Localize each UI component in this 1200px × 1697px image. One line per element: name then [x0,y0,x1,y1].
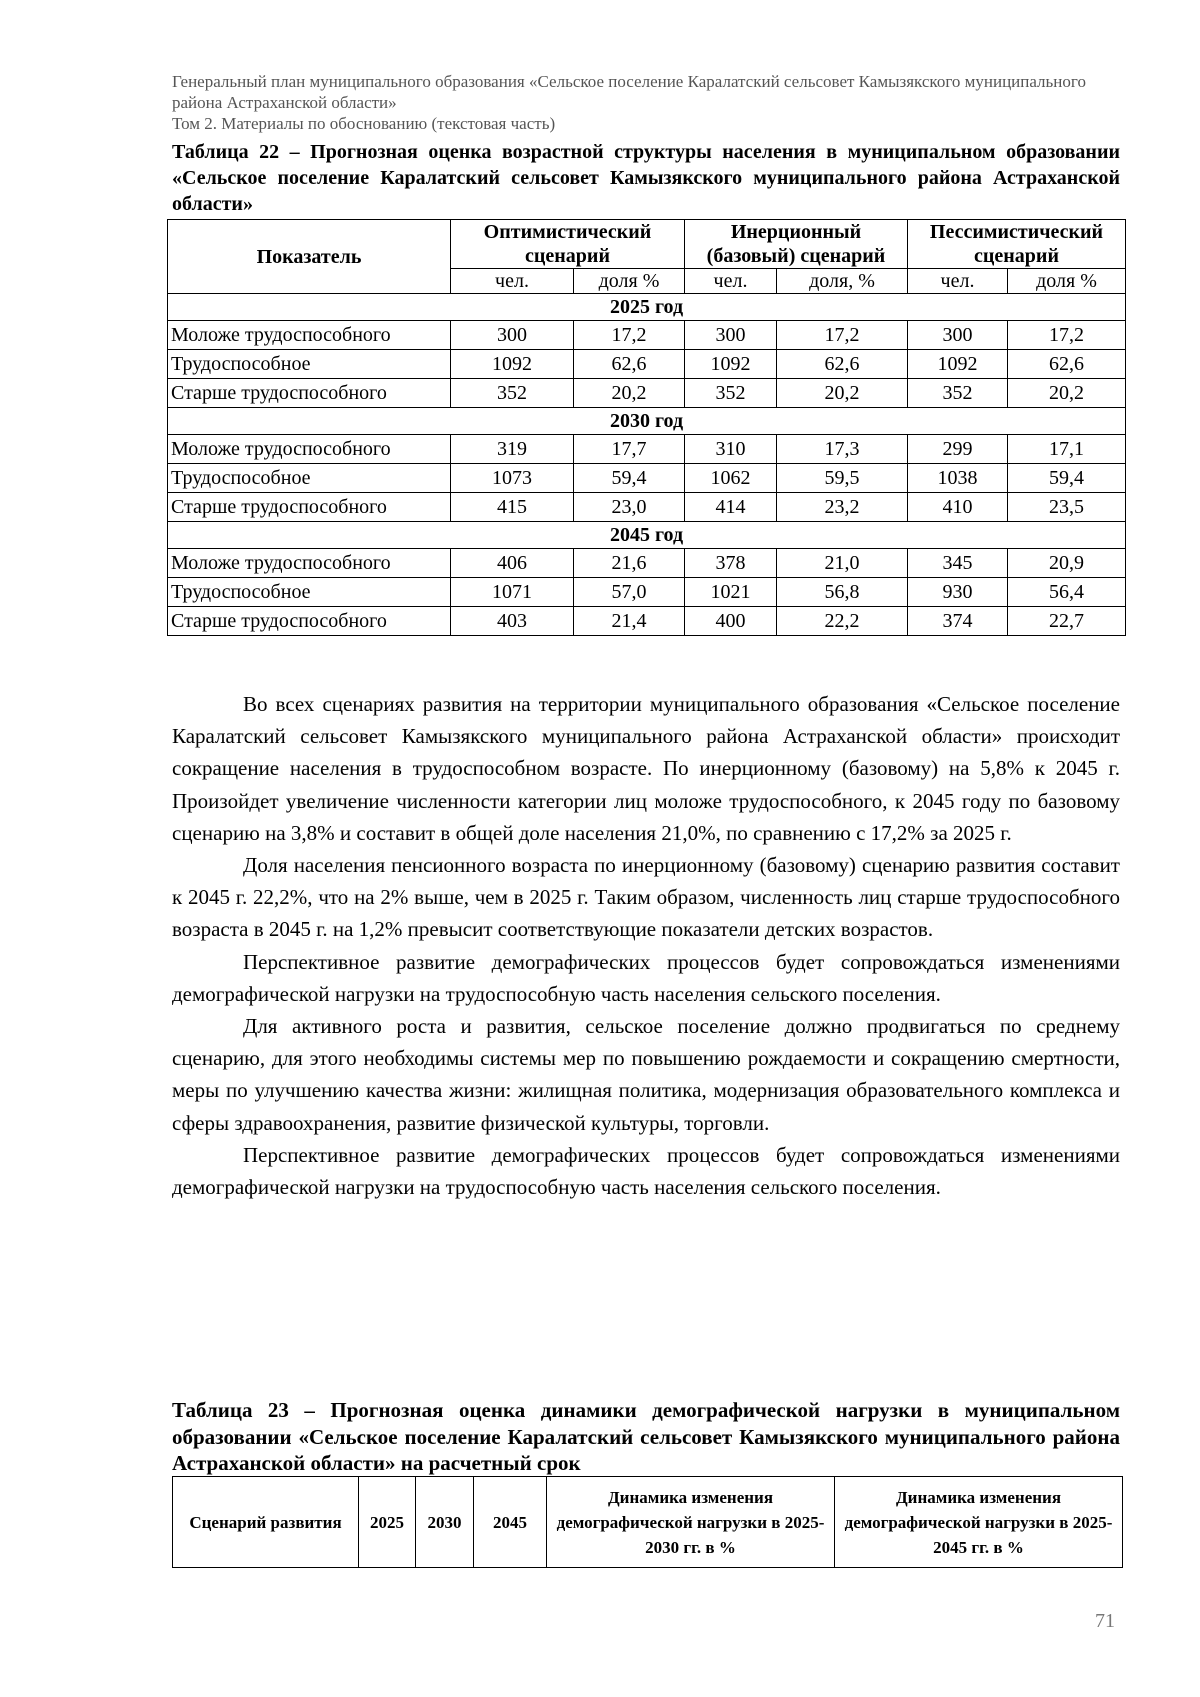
table-row [168,379,1126,408]
col-2025: 2025 [359,1477,416,1568]
body-text [172,688,1120,1203]
unit-cell: чел. [451,269,574,294]
table-cell: 59,4 [574,464,685,493]
table-row [168,493,1126,522]
unit-cell: чел. [908,269,1008,294]
table-cell: 410 [908,493,1008,522]
table-cell: 319 [451,435,574,464]
row-label: Моложе трудоспособного [168,549,451,578]
table-cell: 300 [451,321,574,350]
table-row [168,435,1126,464]
year-section-header: 2025 год [168,294,1126,321]
table-cell: 1073 [451,464,574,493]
table-cell: 17,1 [1008,435,1126,464]
table-cell: 378 [685,549,777,578]
table-row [168,321,1126,350]
row-label: Трудоспособное [168,464,451,493]
table-cell: 23,0 [574,493,685,522]
table-row [168,607,1126,636]
table-cell: 17,3 [777,435,908,464]
table-cell: 406 [451,549,574,578]
unit-cell: доля, % [777,269,908,294]
table-cell: 23,2 [777,493,908,522]
table-22-title: Таблица 22 – Прогнозная оценка возрастной структуры населения в муниципальном образовании «Сельское поселение Каралатский сельсовет Камызякского муниципального района Астраханской области» [172,141,1120,215]
table-cell: 299 [908,435,1008,464]
col-scenario-pessimistic: Пессимистический сценарий [908,220,1126,269]
table-cell: 20,2 [574,379,685,408]
row-label: Моложе трудоспособного [168,435,451,464]
table-cell: 300 [908,321,1008,350]
table-cell: 345 [908,549,1008,578]
table-cell: 23,5 [1008,493,1126,522]
table-cell: 17,2 [777,321,908,350]
row-label: Старше трудоспособного [168,607,451,636]
table-cell: 1071 [451,578,574,607]
row-label: Старше трудоспособного [168,379,451,408]
table-cell: 403 [451,607,574,636]
table-cell: 930 [908,578,1008,607]
table-cell: 21,6 [574,549,685,578]
table-22-body [168,294,1126,636]
table-cell: 415 [451,493,574,522]
table-cell: 20,2 [1008,379,1126,408]
table-cell: 1021 [685,578,777,607]
table-cell: 62,6 [777,350,908,379]
paragraph: Перспективное развитие демографических процессов будет сопровождаться изменениями демографической нагрузки на трудоспособную часть населения сельского поселения. [172,949,1120,1006]
unit-cell: доля % [574,269,685,294]
table-row [168,350,1126,379]
table-cell: 21,0 [777,549,908,578]
table-cell: 300 [685,321,777,350]
table-cell: 414 [685,493,777,522]
col-indicator: Показатель [168,220,451,294]
row-label: Трудоспособное [168,578,451,607]
paragraph: Перспективное развитие демографических процессов будет сопровождаться изменениями демографической нагрузки на трудоспособную часть населения сельского поселения. [172,1142,1120,1200]
table-cell: 1092 [451,350,574,379]
running-header [172,71,1132,134]
col-dynamics-2025-2030: Динамика изменения демографической нагрузки в 2025-2030 гг. в % [547,1477,835,1568]
table-cell: 17,2 [574,321,685,350]
col-scenario: Сценарий развития [173,1477,359,1568]
table-row [168,549,1126,578]
table-cell: 21,4 [574,607,685,636]
table-cell: 374 [908,607,1008,636]
table-cell: 20,9 [1008,549,1126,578]
page-number: 71 [1095,1610,1115,1632]
table-cell: 57,0 [574,578,685,607]
table-cell: 17,2 [1008,321,1126,350]
paragraph: Доля населения пенсионного возраста по инерционному (базовому) сценарию развития составит к 2045 г. 22,2%, что на 2% выше, чем в 2025 г. Таким образом, численность лиц старше трудоспособного возраста в 2045 г. на 1,2% превысит соответствующие показатели детских возрастов. [172,853,1120,942]
table-cell: 59,4 [1008,464,1126,493]
table-cell: 1092 [908,350,1008,379]
unit-cell: доля % [1008,269,1126,294]
header-line-2: Том 2. Материалы по обоснованию (текстовая часть) [172,114,556,133]
col-2045: 2045 [474,1477,547,1568]
paragraph: Для активного роста и развития, сельское поселение должно продвигаться по среднему сценарию, для этого необходимы системы мер по повышению рождаемости и сокращению смертности, меры по улучшению качества жизни: жилищная политика, модернизация образовательного комплекса и сферы здравоохранения, развитие физической культуры, торговли. [172,1014,1120,1135]
table-row [168,464,1126,493]
col-scenario-optimistic: Оптимистический сценарий [451,220,685,269]
table-cell: 1038 [908,464,1008,493]
table-22 [167,219,1126,636]
table-cell: 400 [685,607,777,636]
table-23 [172,1476,1123,1568]
table-cell: 352 [908,379,1008,408]
table-cell: 56,8 [777,578,908,607]
table-cell: 352 [685,379,777,408]
table-row [168,578,1126,607]
table-cell: 20,2 [777,379,908,408]
table-cell: 22,7 [1008,607,1126,636]
table-cell: 59,5 [777,464,908,493]
paragraph: Во всех сценариях развития на территории муниципального образования «Сельское поселение Каралатский сельсовет Камызякского муниципального района Астраханской области» происходит сокращение населения в трудоспособном возрасте. По инерционному (базовому) на 5,8% к 2045 г. Произойдет увеличение численности категории лиц моложе трудоспособного, к 2045 году по базовому сценарию на 3,8% и составит в общей доле населения 21,0%, по сравнению с 17,2% за 2025 г. [172,692,1120,845]
year-section-header: 2045 год [168,522,1126,549]
table-cell: 56,4 [1008,578,1126,607]
row-label: Трудоспособное [168,350,451,379]
table-cell: 62,6 [574,350,685,379]
table-23-title: Таблица 23 – Прогнозная оценка динамики демографической нагрузки в муниципальном образовании «Сельское поселение Каралатский сельсовет Камызякского муниципального района Астраханской области» на расчетный срок [172,1398,1120,1475]
table-cell: 22,2 [777,607,908,636]
table-cell: 1092 [685,350,777,379]
table-cell: 352 [451,379,574,408]
row-label: Моложе трудоспособного [168,321,451,350]
table-cell: 310 [685,435,777,464]
unit-cell: чел. [685,269,777,294]
col-dynamics-2025-2045: Динамика изменения демографической нагрузки в 2025-2045 гг. в % [835,1477,1123,1568]
col-scenario-inertial: Инерционный (базовый) сценарий [685,220,908,269]
table-cell: 62,6 [1008,350,1126,379]
row-label: Старше трудоспособного [168,493,451,522]
table-cell: 1062 [685,464,777,493]
header-line-1: Генеральный план муниципального образования «Сельское поселение Каралатский сельсовет Камызякского муниципального района Астраханской области» [172,72,1086,112]
table-cell: 17,7 [574,435,685,464]
year-section-header: 2030 год [168,408,1126,435]
col-2030: 2030 [416,1477,474,1568]
